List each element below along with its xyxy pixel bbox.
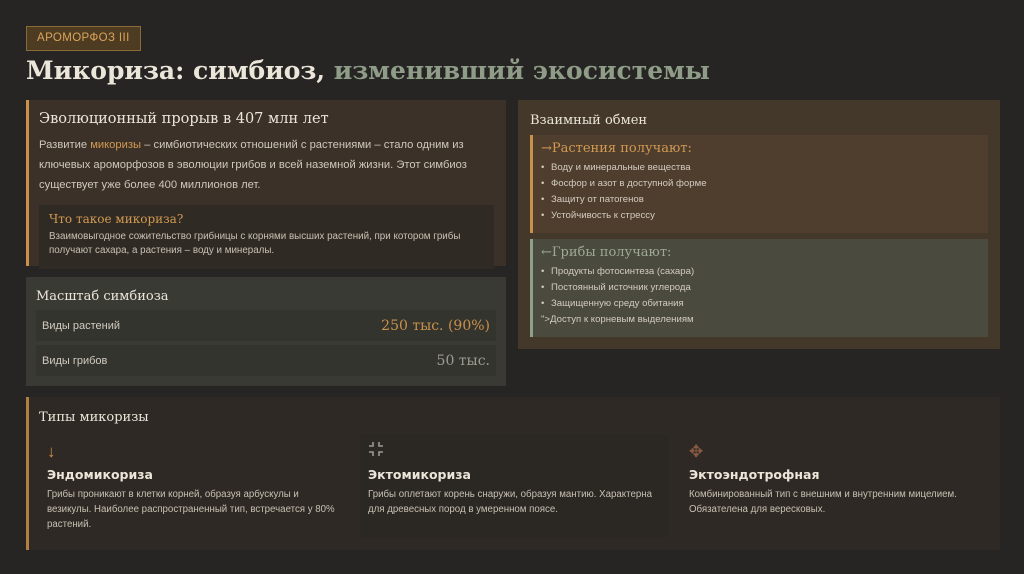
definition-text: Взаимовыгодное сожительство грибницы с корнями высших растений, при котором грибы получают сахара, а растения – воду и минералы.: [49, 231, 461, 256]
scale-heading: Масштаб симбиоза: [36, 289, 169, 304]
section-badge: АРОМОРФОЗ III: [26, 26, 141, 51]
plants-receive-block: [530, 135, 988, 233]
type-name: Эктомикориза: [368, 467, 471, 482]
list-item: • Воду и минеральные вещества: [541, 160, 978, 176]
scale-row-plants: [36, 310, 496, 341]
title-main: Микориза: симбиоз,: [26, 56, 334, 85]
list-item: ">Доступ к корневым выделениям: [541, 314, 694, 325]
types-heading: Типы микоризы: [39, 410, 149, 425]
move-arrows-icon: ✥: [689, 442, 704, 461]
scale-card: [26, 277, 506, 386]
evolution-heading: Эволюционный прорыв в 407 млн лет: [39, 111, 329, 127]
evolution-text: [39, 135, 494, 195]
list-item: • Защищенную среду обитания: [541, 296, 978, 312]
list-item: • Продукты фотосинтеза (сахара): [541, 264, 978, 280]
exchange-card: [518, 100, 1000, 349]
fungi-receive-list: [541, 264, 978, 328]
compress-icon-svg: [368, 441, 384, 457]
list-item: • Фосфор и азот в доступной форме: [541, 176, 978, 192]
scale-value: 50 тыс.: [436, 352, 490, 369]
evolution-text-before: Развитие: [39, 139, 91, 151]
evolution-highlight: микоризы: [90, 139, 142, 151]
evolution-card: [26, 100, 506, 266]
fungi-receive-heading: ←Грибы получают:: [541, 245, 672, 260]
type-item-endo: [39, 435, 348, 537]
type-description: Грибы оплетают корень снаружи, образуя мантию. Характерна для древесных пород в умеренном поясе.: [368, 489, 652, 515]
fungi-receive-block: [530, 239, 988, 337]
types-grid: [39, 435, 990, 537]
type-item-ecto: [360, 435, 669, 537]
definition-box: [39, 205, 494, 269]
type-name: Эндомикориза: [47, 467, 153, 482]
type-item-ectendo: [681, 435, 990, 537]
page-title: [26, 56, 710, 85]
compress-icon: [368, 441, 661, 463]
definition-heading: Что такое микориза?: [49, 212, 184, 226]
scale-value: 250 тыс. (90%): [381, 317, 490, 334]
type-description: Грибы проникают в клетки корней, образуя арбускулы и везикулы. Наиболее распространенный тип, встречается у 80% растений.: [47, 489, 335, 530]
types-card: [26, 397, 1000, 550]
plants-receive-list: [541, 160, 978, 224]
scale-label: Виды грибов: [42, 354, 108, 367]
plants-receive-heading: →Растения получают:: [541, 141, 692, 156]
scale-row-fungi: [36, 345, 496, 376]
list-item: • Постоянный источник углерода: [541, 280, 978, 296]
type-name: Эктоэндотрофная: [689, 467, 820, 482]
arrow-down-icon: ↓: [47, 442, 56, 461]
title-accent: изменивший экосистемы: [333, 56, 710, 85]
scale-label: Виды растений: [42, 319, 120, 332]
list-item: • Защиту от патогенов: [541, 192, 978, 208]
exchange-heading: Взаимный обмен: [530, 113, 648, 128]
evolution-text-after: – симбиотических отношений с растениями – стало одним из ключевых ароморфозов в эволюции грибов и всей наземной жизни. Этот симбиоз существует уже более 400 миллионов лет.: [39, 139, 467, 191]
type-description: Комбинированный тип с внешним и внутренним мицелием. Обязателена для вересковых.: [689, 489, 957, 515]
list-item: • Устойчивость к стрессу: [541, 208, 978, 224]
